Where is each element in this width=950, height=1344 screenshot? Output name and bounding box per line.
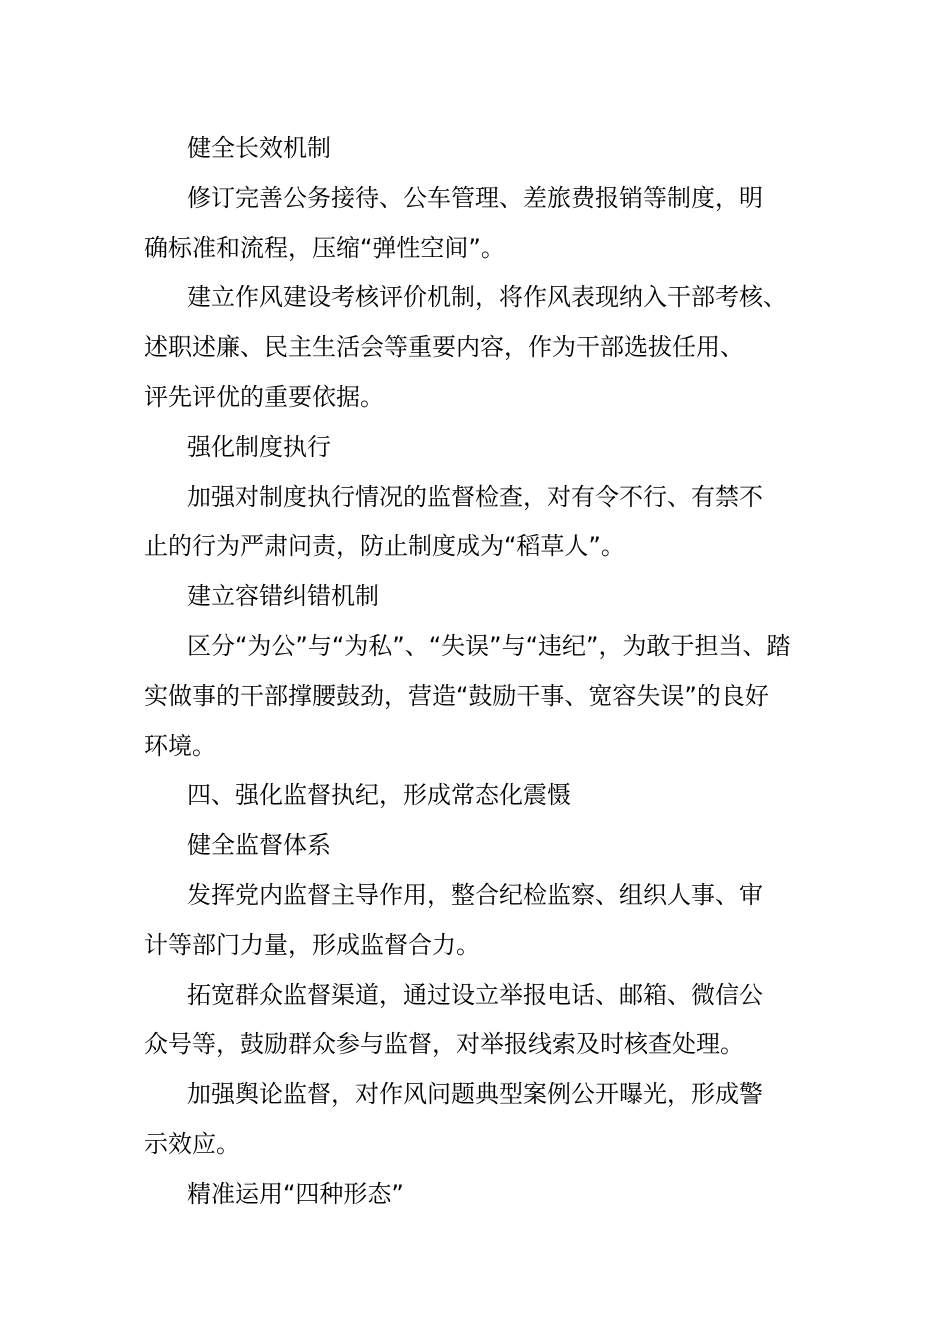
text-line: 加强舆论监督，对作风问题典型案例公开曝光，形成警 [187, 1080, 763, 1109]
text-line: 计等部门力量，形成监督合力。 [144, 930, 480, 959]
document-body [144, 124, 816, 1220]
text-line: 强化制度执行 [187, 432, 331, 461]
body-paragraph [144, 1070, 816, 1170]
body-paragraph [144, 174, 816, 274]
body-paragraph [144, 622, 816, 771]
text-line: 环境。 [144, 731, 216, 760]
text-line: 评先评优的重要依据。 [144, 382, 384, 411]
text-line: 建立作风建设考核评价机制，将作风表现纳入干部考核、 [187, 283, 787, 312]
section-heading-long-term-mechanism [144, 124, 816, 174]
text-line: 实做事的干部撑腰鼓劲，营造“鼓励干事、宽容失误”的良好 [144, 681, 769, 710]
body-paragraph [144, 871, 816, 971]
text-line: 四、强化监督执纪，形成常态化震慑 [187, 781, 571, 810]
text-line: 修订完善公务接待、公车管理、差旅费报销等制度，明 [187, 183, 763, 212]
text-line: 止的行为严肃问责，防止制度成为“稻草人”。 [144, 532, 625, 561]
text-line: 精准运用“四种形态” [187, 1179, 404, 1208]
section-heading-error-tolerance [144, 572, 816, 622]
text-line: 众号等，鼓励群众参与监督，对举报线索及时核查处理。 [144, 1030, 744, 1059]
text-line: 健全监督体系 [187, 831, 331, 860]
text-line: 建立容错纠错机制 [187, 582, 379, 611]
section-heading-four-forms [144, 1170, 816, 1220]
section-heading-supervision-system [144, 821, 816, 871]
body-paragraph [144, 473, 816, 573]
text-line: 拓宽群众监督渠道，通过设立举报电话、邮箱、微信公 [187, 980, 763, 1009]
text-line: 发挥党内监督主导作用，整合纪检监察、组织人事、审 [187, 880, 763, 909]
text-line: 确标准和流程，压缩“弹性空间”。 [144, 233, 505, 262]
chapter-heading-four [144, 771, 816, 821]
text-line: 健全长效机制 [187, 134, 331, 162]
text-line: 加强对制度执行情况的监督检查，对有令不行、有禁不 [187, 482, 763, 511]
text-line: 示效应。 [144, 1129, 240, 1158]
text-line: 区分“为公”与“为私”、“失误”与“违纪”，为敢于担当、踏 [187, 631, 791, 660]
section-heading-system-execution [144, 423, 816, 473]
body-paragraph [144, 273, 816, 422]
body-paragraph [144, 971, 816, 1071]
text-line: 述职述廉、民主生活会等重要内容，作为干部选拔任用、 [144, 333, 744, 362]
